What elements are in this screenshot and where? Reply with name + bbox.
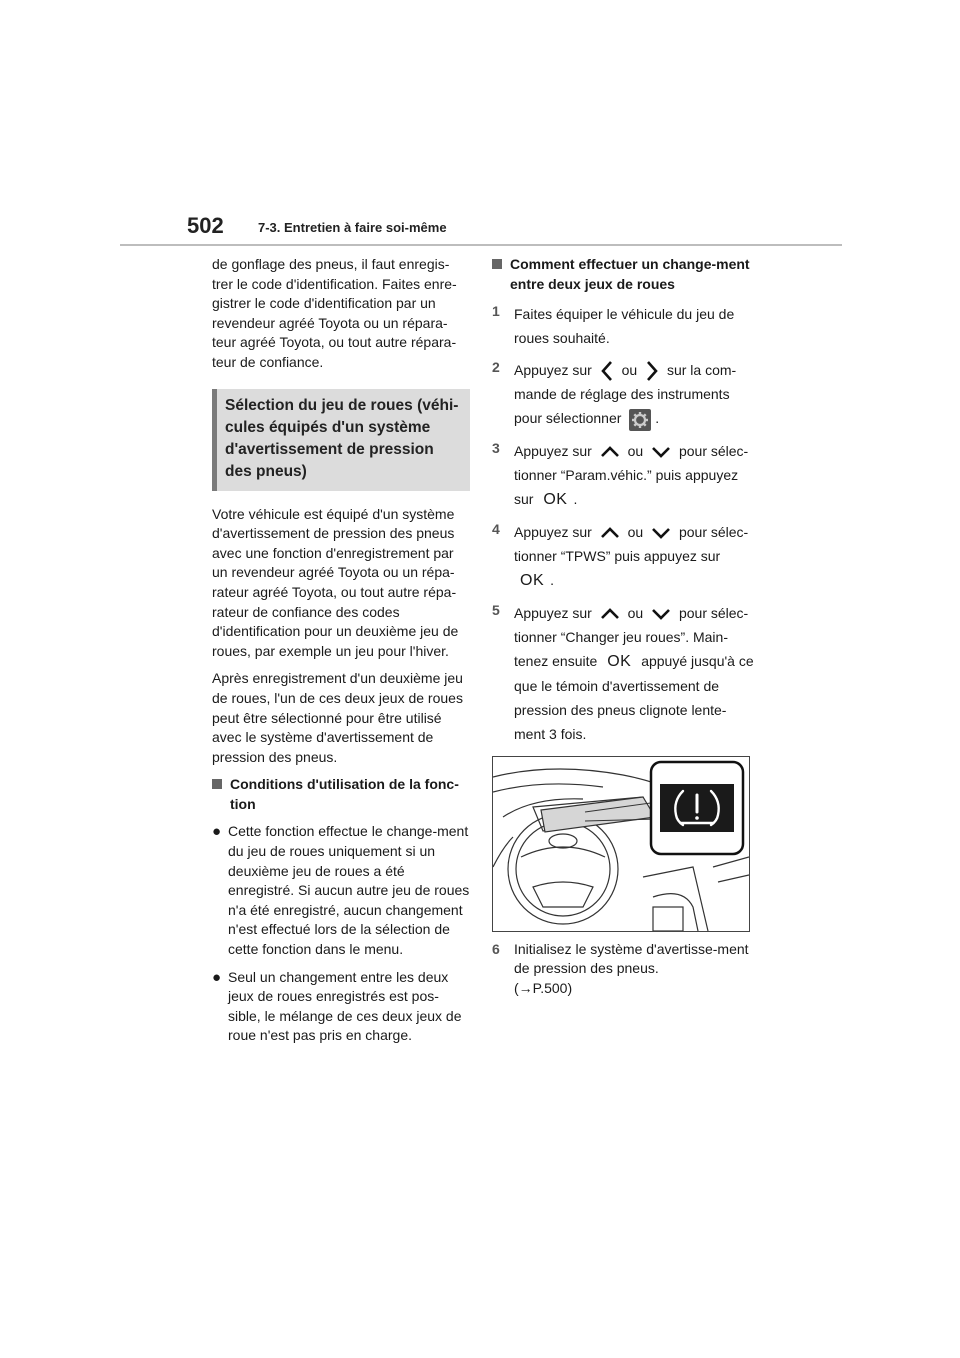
chevron-down-icon (651, 526, 671, 540)
step-3: 3 Appuyez sur ou pour sélec-tionner “Param.véhic.” puis appuyez sur OK . (492, 439, 754, 512)
list-item: ● Seul un changement entre les deux jeux de roues enregistrés est pos-sible, le mélange de ces deux jeux de roue n'est pas pris en charge. (212, 968, 470, 1046)
bullet-dot-icon: ● (212, 968, 222, 986)
step-1: 1 Faites équiper le véhicule du jeu de roues souhaité. (492, 303, 735, 347)
bullet-dot-icon: ● (212, 823, 222, 841)
header-divider (120, 244, 842, 246)
chevron-up-icon (600, 445, 620, 459)
settings-gear-icon (629, 409, 651, 431)
step-6: 6 Initialisez le système d'avertisse-ment de pression des pneus. (→P.500) (492, 940, 749, 996)
list-item: ● Cette fonction effectue le change-ment du jeu de roues uniquement si un deuxième jeu de roues a été enregistré. Si aucun autre jeu de roues n'a été enregistré, aucun changement n'est effectué lors de la sélection de cette fonction dans le menu. (212, 822, 470, 959)
page-reference-link[interactable]: (→P.500) (514, 979, 573, 996)
chevron-up-icon (600, 607, 620, 621)
ok-button-icon: OK (607, 652, 632, 670)
chevron-right-icon (645, 360, 659, 382)
intro-paragraph: de gonflage des pneus, il faut enregis-trer le code d'identification. Faites enre-gistrer le code d'identification par un revendeur agréé Toyota ou un répara-teur agréé Toyota, ou tout autre répara-teur de confiance. (212, 256, 457, 370)
conditions-heading: Conditions d'utilisation de la fonc-tion (212, 775, 470, 814)
chevron-down-icon (651, 445, 671, 459)
chevron-up-icon (600, 526, 620, 540)
page-header (0, 0, 960, 250)
left-column (212, 255, 470, 1054)
paragraph-system: Votre véhicule est équipé d'un système d'avertissement de pression des pneus avec une fonction d'enregistrement par un revendeur agréé Toyota ou un répa-rateur agréé Toyota, ou tout autre répa-rateur de confiance des codes d'identification pour un deuxième jeu de roues, par exemple un jeu pour l'hiver. (212, 505, 459, 659)
paragraph-after-registration: Après enregistrement d'un deuxième jeu de roues, l'un de ces deux jeux de roues peut être sélectionné pour être utilisé avec le système d'avertissement de pression des pneus. (212, 670, 463, 765)
ok-button-icon: OK (543, 490, 568, 508)
square-bullet-icon (212, 779, 222, 789)
section-title: 7-3. Entretien à faire soi-même (258, 220, 447, 235)
chevron-down-icon (651, 607, 671, 621)
step-4: 4 Appuyez sur ou pour sélec-tionner “TPWS” puis appuyez sur OK . (492, 520, 754, 593)
square-bullet-icon (492, 259, 502, 269)
step-2: 2 Appuyez sur ou sur la com-mande de réglage des instruments pour sélectionner . (492, 358, 754, 431)
dashboard-illustration (492, 756, 750, 932)
ok-button-icon: OK (520, 571, 545, 589)
page-number: 502 (187, 213, 224, 238)
procedure-heading: Comment effectuer un change-ment entre deux jeux de roues (492, 255, 754, 294)
right-column (492, 255, 754, 1007)
step-5: 5 Appuyez sur ou pour sélec-tionner “Changer jeu roues”. Main-tenez ensuite OK appuyé jusqu'à ce que le témoin d'avertissement de pression des pneus clignote lente-ment 3 fois. (492, 601, 754, 742)
chevron-left-icon (600, 360, 614, 382)
steering-wheel-illustration (493, 757, 749, 931)
section-box-title: Sélection du jeu de roues (véhi-cules équipés d'un système d'avertissement de pression des pneus) (212, 389, 470, 491)
